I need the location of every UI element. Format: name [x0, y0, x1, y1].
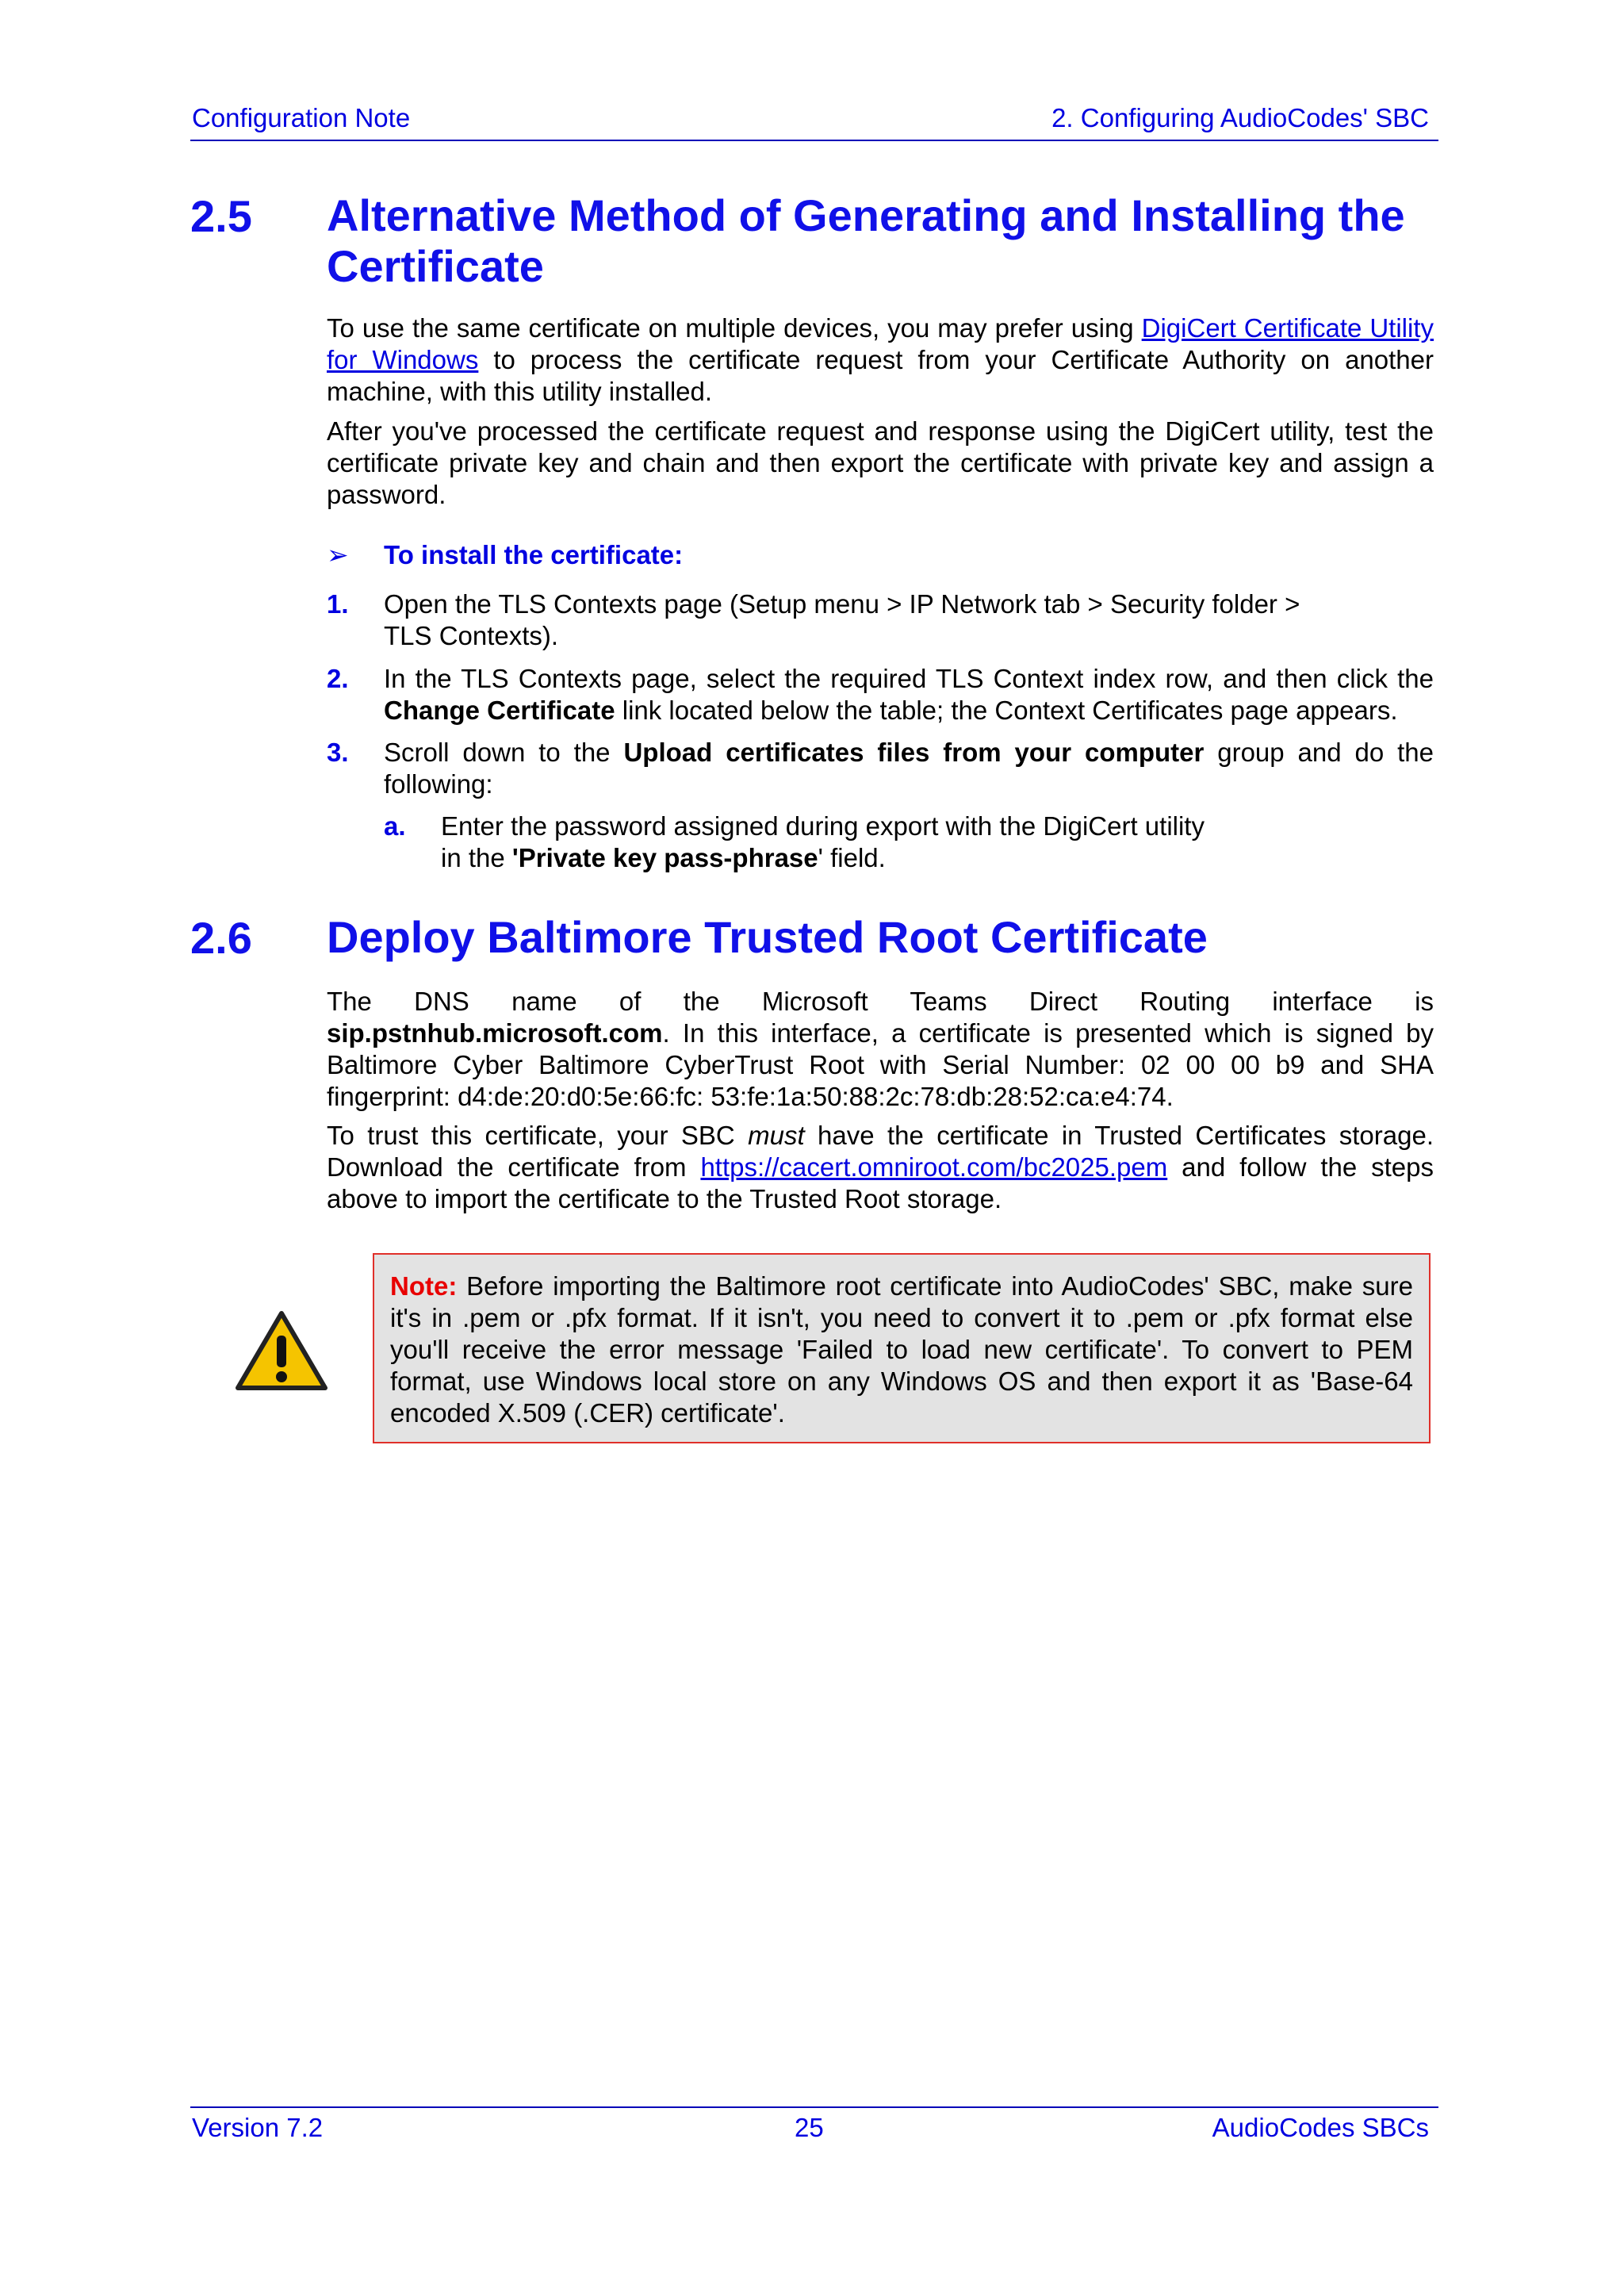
text-run: in the — [441, 843, 512, 872]
substep-text — [441, 811, 1432, 874]
header-doc-type: Configuration Note — [192, 103, 411, 132]
step-line: Open the TLS Contexts page (Setup menu > IP Network tab > Security folder > — [384, 589, 1300, 619]
paragraph-dns-name — [327, 986, 1434, 1113]
paragraph-rest — [327, 1018, 1434, 1113]
note-label: Note: — [390, 1271, 458, 1301]
footer-version: Version 7.2 — [192, 2113, 324, 2142]
note-body: Before importing the Baltimore root certificate into AudioCodes' SBC, make sure it's in .pem or .pfx format. If it isn't, you need to convert it to .pem or .pfx format else you'll receive the error message 'Failed to load new certificate'. To convert to PEM format, use Windows local store on any Windows OS and then export it as 'Base-64 encoded X.509 (.CER) certificate'. — [390, 1271, 1413, 1428]
text-run: link located below the table; the Context Certificates page appears. — [615, 696, 1398, 725]
step-text — [384, 737, 1434, 800]
substep-line: Enter the password assigned during export with the DigiCert utility — [441, 811, 1205, 841]
step-line: TLS Contexts). — [384, 621, 559, 650]
substep-line — [441, 842, 1432, 874]
page-footer — [190, 2106, 1438, 2148]
step-text — [384, 663, 1434, 726]
procedure-title: To install the certificate: — [384, 540, 684, 569]
section-title-line-2: Certificate — [327, 241, 544, 291]
note-box — [373, 1253, 1431, 1443]
bold-text: Change Certificate — [384, 696, 615, 725]
text-run: group and do the following: — [384, 738, 1434, 799]
step-text — [384, 588, 1434, 652]
digicert-utility-link[interactable]: DigiCert Certificate Utility for Windows — [327, 313, 1434, 374]
text-run: and follow the steps above to import the certificate to the Trusted Root storage. — [327, 1152, 1434, 1213]
bold-text: Upload certificates files from your computer — [623, 738, 1205, 767]
step-number: 1. — [327, 589, 349, 619]
footer-page-number: 25 — [795, 2113, 824, 2142]
note-text — [390, 1271, 1413, 1429]
section-number-2-5: 2.5 — [190, 191, 252, 241]
text-run: To use the same certificate on multiple devices, you may prefer using — [327, 313, 1142, 343]
paragraph-trust-certificate — [327, 1120, 1434, 1215]
paragraph-after-processing: After you've processed the certificate request and response using the DigiCert utility, test the certificate private key and chain and then export the certificate with private key and assign a password. — [327, 416, 1434, 509]
text-run: The DNS name of the Microsoft Teams Direct Routing interface is — [327, 987, 1434, 1016]
substep-letter: a. — [384, 811, 406, 841]
text-run: have the certificate in Trusted Certificates storage. Download the certificate from — [327, 1121, 1434, 1182]
step-number: 3. — [327, 738, 349, 767]
italic-text: must — [748, 1121, 805, 1150]
paragraph-digicert-intro — [327, 312, 1434, 408]
text-run: ' field. — [818, 843, 886, 872]
text-run: Scroll down to the — [384, 738, 624, 767]
header-chapter: 2. Configuring AudioCodes' SBC — [1051, 103, 1429, 132]
section-title-line-1: Alternative Method of Generating and Installing the — [327, 190, 1405, 240]
text-run: In the TLS Contexts page, select the required TLS Context index row, and then click the — [384, 664, 1434, 693]
arrow-bullet-icon: ➢ — [327, 540, 349, 569]
page-header — [190, 100, 1438, 141]
justified-line — [327, 986, 1434, 1018]
step-number: 2. — [327, 664, 349, 693]
section-title-2-5 — [327, 190, 1437, 292]
text-run: . In this interface, a certificate is presented which is signed by Baltimore Cyber Baltimore CyberTrust Root with Serial Number: 02 00 00 b9 and SHA fingerprint: d4:de:20:d0:5e:66:fc: 53:fe:1a:50:88:2c:78:db:28:52:ca:e4:74. — [327, 1018, 1434, 1111]
section-number-2-6: 2.6 — [190, 913, 252, 963]
warning-icon — [233, 1309, 330, 1394]
procedure-heading — [327, 539, 683, 570]
text-run: To trust this certificate, your SBC — [327, 1121, 749, 1150]
footer-product: AudioCodes SBCs — [1212, 2113, 1429, 2142]
bold-hostname: sip.pstnhub.microsoft.com — [327, 1018, 663, 1048]
bold-text: 'Private key pass-phrase — [511, 843, 818, 872]
section-title-2-6: Deploy Baltimore Trusted Root Certificate — [327, 912, 1208, 962]
certificate-download-link[interactable]: https://cacert.omniroot.com/bc2025.pem — [700, 1152, 1168, 1182]
text-run: to process the certificate request from your Certificate Authority on another machine, with this utility installed. — [327, 345, 1434, 406]
